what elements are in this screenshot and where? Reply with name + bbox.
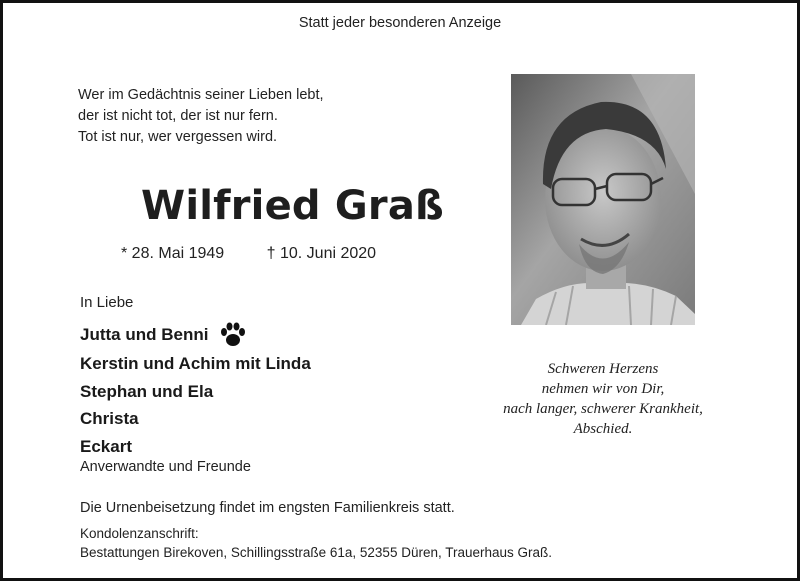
list-item: [80, 433, 311, 461]
mourner-name: Christa: [80, 409, 139, 428]
relatives-text: Anverwandte und Freunde: [80, 459, 251, 475]
mourner-name: Kerstin und Achim mit Linda: [80, 354, 311, 373]
header-text: Statt jeder besonderen Anzeige: [298, 15, 502, 31]
mourner-name: Stephan und Ela: [80, 381, 214, 401]
poem-line: der ist nicht tot, der ist nur fern.: [78, 108, 278, 124]
portrait-photo: [511, 74, 695, 325]
life-dates: [121, 245, 376, 263]
condolence-label: Kondolenzanschrift:: [80, 526, 199, 541]
farewell-line: nehmen wir von Dir,: [541, 381, 665, 397]
death-date: † 10. Juni 2020: [266, 245, 377, 262]
deceased-name: Wilfried Graß: [141, 183, 444, 229]
list-item: [80, 320, 311, 350]
poem-line: Wer im Gedächtnis seiner Lieben lebt,: [78, 87, 324, 103]
farewell-line: nach langer, schwerer Krankheit,: [503, 401, 703, 417]
farewell-text: [475, 359, 731, 439]
farewell-line: Schweren Herzens: [547, 361, 659, 377]
funeral-info: Die Urnenbeisetzung findet im engsten Familienkreis statt.: [80, 500, 455, 516]
mourner-name: Eckart: [80, 436, 132, 456]
birth-date: * 28. Mai 1949: [121, 245, 225, 262]
farewell-line: Abschied.: [573, 421, 633, 437]
list-item: [80, 405, 311, 433]
poem-line: Tot ist nur, wer vergessen wird.: [78, 129, 278, 145]
mourners-intro: In Liebe: [80, 294, 134, 311]
list-item: [80, 350, 311, 378]
mourner-name: Jutta und Benni: [80, 325, 209, 345]
condolence-address: Bestattungen Birekoven, Schillingsstraße 61a, 52355 Düren, Trauerhaus Graß.: [80, 545, 553, 560]
list-item: [80, 378, 311, 406]
poem: [78, 85, 324, 148]
paw-print-icon: [218, 320, 248, 350]
mourners-list: [80, 320, 311, 460]
